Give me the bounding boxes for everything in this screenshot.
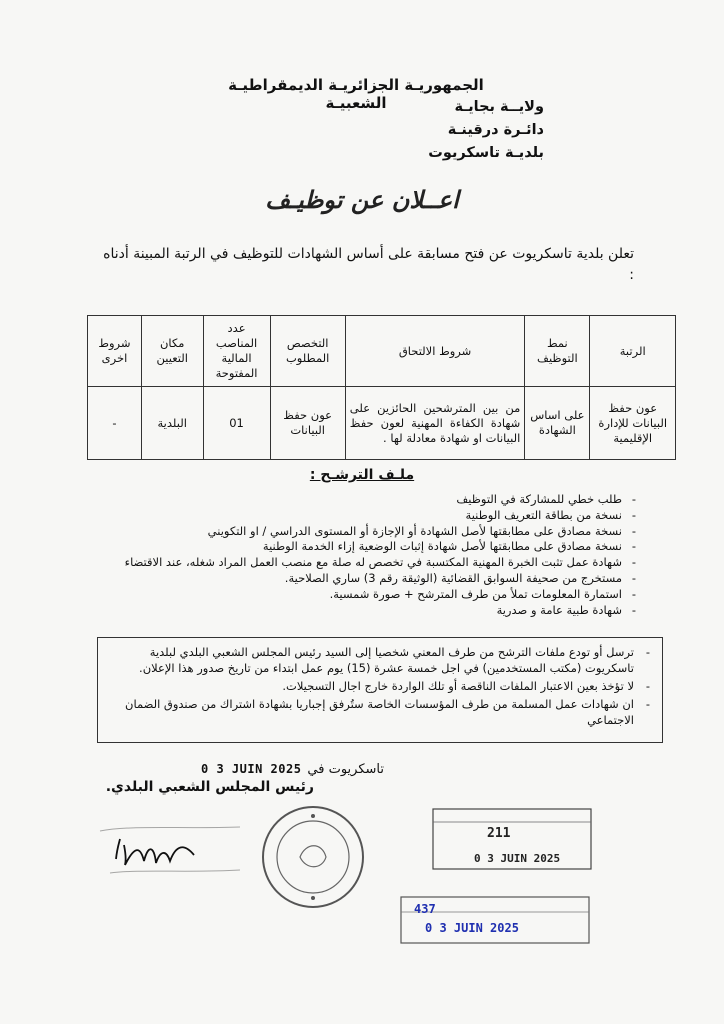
mayor-title: رئيس المجلس الشعبي البلدي. <box>105 779 314 795</box>
reception-number: 437 <box>414 902 436 916</box>
list-item: - لا تؤخذ بعين الاعتبار الملفات الناقصة أو تلك الواردة خارج اجال التسجيلات. <box>108 678 652 694</box>
list-item: - نسخة مصادق على مطابقتها لأصل الشهادة أو الإجازة أو المستوى الدراسي / او التكويني <box>78 524 638 540</box>
table-header-cell: عدد المناصب المالية المفتوحة <box>203 316 270 387</box>
table-cell: من بين المترشحين الحائزين على شهادة الكفاءة المهنية لعون حفظ البيانات او شهادة معادلة لها . <box>345 387 525 460</box>
table-header-cell: شروط الالتحاق <box>345 316 525 387</box>
municipality-line: بلديـة تاسكريوت <box>428 145 544 161</box>
table-header-cell: نمط التوظيف <box>525 316 590 387</box>
required-documents-list <box>78 492 638 618</box>
table-cell: عون حفظ البيانات <box>270 387 345 460</box>
mayor-signature-stamp <box>90 815 250 885</box>
list-item: - نسخة من بطاقة التعريف الوطنية <box>78 508 638 524</box>
table-header-cell: مكان التعيين <box>141 316 203 387</box>
document-title: اعــلان عن توظيـف <box>265 186 459 214</box>
table-header-cell: الرتبة <box>590 316 676 387</box>
province-line: ولايــة بجايـة <box>454 99 544 115</box>
reception-date: 0 3 JUIN 2025 <box>425 921 519 935</box>
administrative-header <box>344 96 544 165</box>
table-header-row <box>88 316 676 387</box>
list-item: - شهادة طبية عامة و صدرية <box>78 603 638 619</box>
notes-list <box>108 644 652 728</box>
date-stamp: 0 3 JUIN 2025 <box>201 762 302 776</box>
republic-header: الجمهوريـة الجزائريـة الديمقراطيـة الشعبيـة <box>228 76 484 112</box>
list-item: - نسخة مصادق على مطابقتها لأصل شهادة إثبات الوضعية إزاء الخدمة الوطنية <box>78 539 638 555</box>
application-file-heading: ملـف الترشـح : <box>309 467 415 483</box>
registration-number: 211 <box>487 826 511 841</box>
intro-paragraph: تعلن بلدية تاسكريوت عن فتح مسابقة على أساس الشهادات للتوظيف في الرتبة المبينة أدناه : <box>103 246 634 283</box>
list-item: - ترسل أو تودع ملفات الترشح من طرف المعني شخصيا إلى السيد رئيس المجلس الشعبي البلدي لبلدية تاسكريوت (مكتب المستخدمين) في اجل خمسة عشرة (15) يوم عمل ابتداء من تاريخ صدور هذا الإعلان. <box>108 644 652 676</box>
list-item: - ان شهادات عمل المسلمة من طرف المؤسسات الخاصة ستُرفق إجباريا بشهادة اشتراك من صندوق الضمان الاجتماعي <box>108 696 652 728</box>
official-seal <box>258 802 368 912</box>
list-item: - طلب خطي للمشاركة في التوظيف <box>78 492 638 508</box>
table-header-cell: التخصص المطلوب <box>270 316 345 387</box>
positions-table <box>87 315 676 460</box>
daira-line: دائـرة درقينـة <box>447 122 544 138</box>
table-header-cell: شروط اخرى <box>88 316 142 387</box>
list-item: - استمارة المعلومات تملأ من طرف المترشح + صورة شمسية. <box>78 587 638 603</box>
table-cell: - <box>88 387 142 460</box>
place-date-label: تاسكريوت في <box>307 762 384 777</box>
table-cell: البلدية <box>141 387 203 460</box>
table-row <box>88 387 676 460</box>
table-cell: 01 <box>203 387 270 460</box>
list-item: - مستخرج من صحيفة السوابق القضائية (الوثيقة رقم 3) ساري الصلاحية. <box>78 571 638 587</box>
notes-box <box>97 637 663 743</box>
list-item: - شهادة عمل تثبت الخبرة المهنية المكتسبة في تخصص له صلة مع منصب العمل المراد شغله، عند الاقتضاء <box>78 555 638 571</box>
table-cell: على اساس الشهادة <box>525 387 590 460</box>
registration-date: 0 3 JUIN 2025 <box>474 852 561 865</box>
table-cell: عون حفظ البيانات للإدارة الإقليمية <box>590 387 676 460</box>
